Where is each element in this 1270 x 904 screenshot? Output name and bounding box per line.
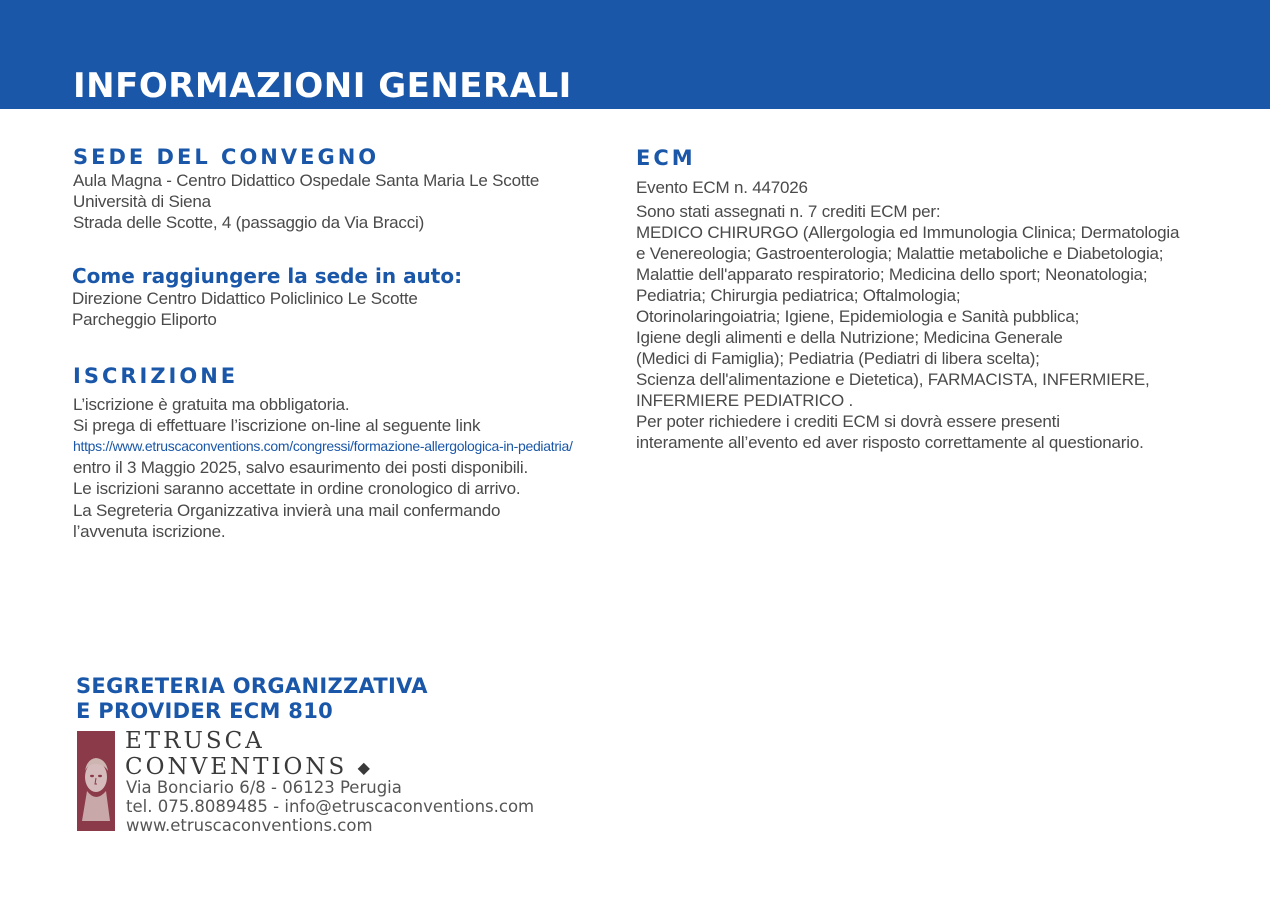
contact-info	[126, 778, 534, 835]
website-link[interactable]: www.etruscaconventions.com	[126, 816, 373, 835]
iscrizione-line: La Segreteria Organizzativa invierà una mail confermando	[73, 501, 501, 520]
auto-line: Parcheggio Eliporto	[72, 310, 217, 329]
registration-link[interactable]: https://www.etruscaconventions.com/congressi/formazione-allergologica-in-pediatria/	[73, 438, 573, 454]
page-title: INFORMAZIONI GENERALI	[73, 66, 572, 106]
ecm-line: Scienza dell'alimentazione e Dietetica), FARMACISTA, INFERMIERE,	[636, 370, 1150, 389]
auto-title: Come raggiungere la sede in auto:	[72, 264, 463, 288]
ecm-line: Igiene degli alimenti e della Nutrizione; Medicina Generale	[636, 328, 1063, 347]
iscrizione-line: Si prega di effettuare l’iscrizione on-line al seguente link	[73, 416, 481, 435]
phone-email[interactable]: tel. 075.8089485 - info@etruscaconventions.com	[126, 797, 535, 816]
ecm-line: Sono stati assegnati n. 7 crediti ECM per:	[636, 202, 941, 221]
ecm-section	[636, 145, 1179, 453]
etrusca-logo	[77, 731, 115, 831]
brand-line: ETRUSCA	[125, 728, 265, 754]
iscrizione-line: L’iscrizione è gratuita ma obbligatoria.	[73, 395, 350, 414]
statue-head-icon	[77, 731, 115, 831]
ecm-evento: Evento ECM n. 447026	[636, 178, 808, 197]
brand-line	[125, 754, 370, 781]
ecm-line: INFERMIERE PEDIATRICO .	[636, 391, 854, 410]
segreteria-title: SEGRETERIA ORGANIZZATIVA	[76, 674, 428, 698]
ecm-line: (Medici di Famiglia); Pediatria (Pediatri di libera scelta);	[636, 349, 1040, 368]
iscrizione-line: entro il 3 Maggio 2025, salvo esaurimento dei posti disponibili.	[73, 458, 528, 477]
sede-section	[73, 144, 539, 233]
brand-name: CONVENTIONS	[125, 754, 348, 780]
ecm-line: MEDICO CHIRURGO (Allergologia ed Immunologia Clinica; Dermatologia	[636, 223, 1180, 242]
segreteria-title: E PROVIDER ECM 810	[76, 699, 334, 723]
sede-title: SEDE DEL CONVEGNO	[73, 145, 380, 169]
iscrizione-line: l’avvenuta iscrizione.	[73, 522, 226, 541]
iscrizione-section	[73, 363, 573, 542]
address: Via Bonciario 6/8 - 06123 Perugia	[126, 778, 402, 797]
sede-line: Aula Magna - Centro Didattico Ospedale Santa Maria Le Scotte	[73, 171, 540, 190]
etrusca-brand	[125, 728, 370, 781]
iscrizione-line: Le iscrizioni saranno accettate in ordine cronologico di arrivo.	[73, 479, 521, 498]
auto-section	[72, 264, 462, 330]
ecm-line: e Venereologia; Gastroenterologia; Malattie metaboliche e Diabetologia;	[636, 244, 1164, 263]
ecm-line: Otorinolaringoiatria; Igiene, Epidemiologia e Sanità pubblica;	[636, 307, 1080, 326]
header-banner	[0, 0, 1270, 109]
sede-line: Università di Siena	[73, 192, 211, 211]
diamond-icon: ◆	[357, 758, 370, 777]
ecm-line: Pediatria; Chirurgia pediatrica; Oftalmologia;	[636, 286, 961, 305]
ecm-line: Malattie dell'apparato respiratorio; Medicina dello sport; Neonatologia;	[636, 265, 1148, 284]
ecm-line: interamente all’evento ed aver risposto correttamente al questionario.	[636, 433, 1144, 452]
segreteria-section	[76, 674, 428, 724]
ecm-line: Per poter richiedere i crediti ECM si dovrà essere presenti	[636, 412, 1060, 431]
sede-line: Strada delle Scotte, 4 (passaggio da Via Bracci)	[73, 213, 425, 232]
ecm-title: ECM	[636, 146, 696, 170]
iscrizione-title: ISCRIZIONE	[73, 364, 239, 388]
auto-line: Direzione Centro Didattico Policlinico Le Scotte	[72, 289, 418, 308]
